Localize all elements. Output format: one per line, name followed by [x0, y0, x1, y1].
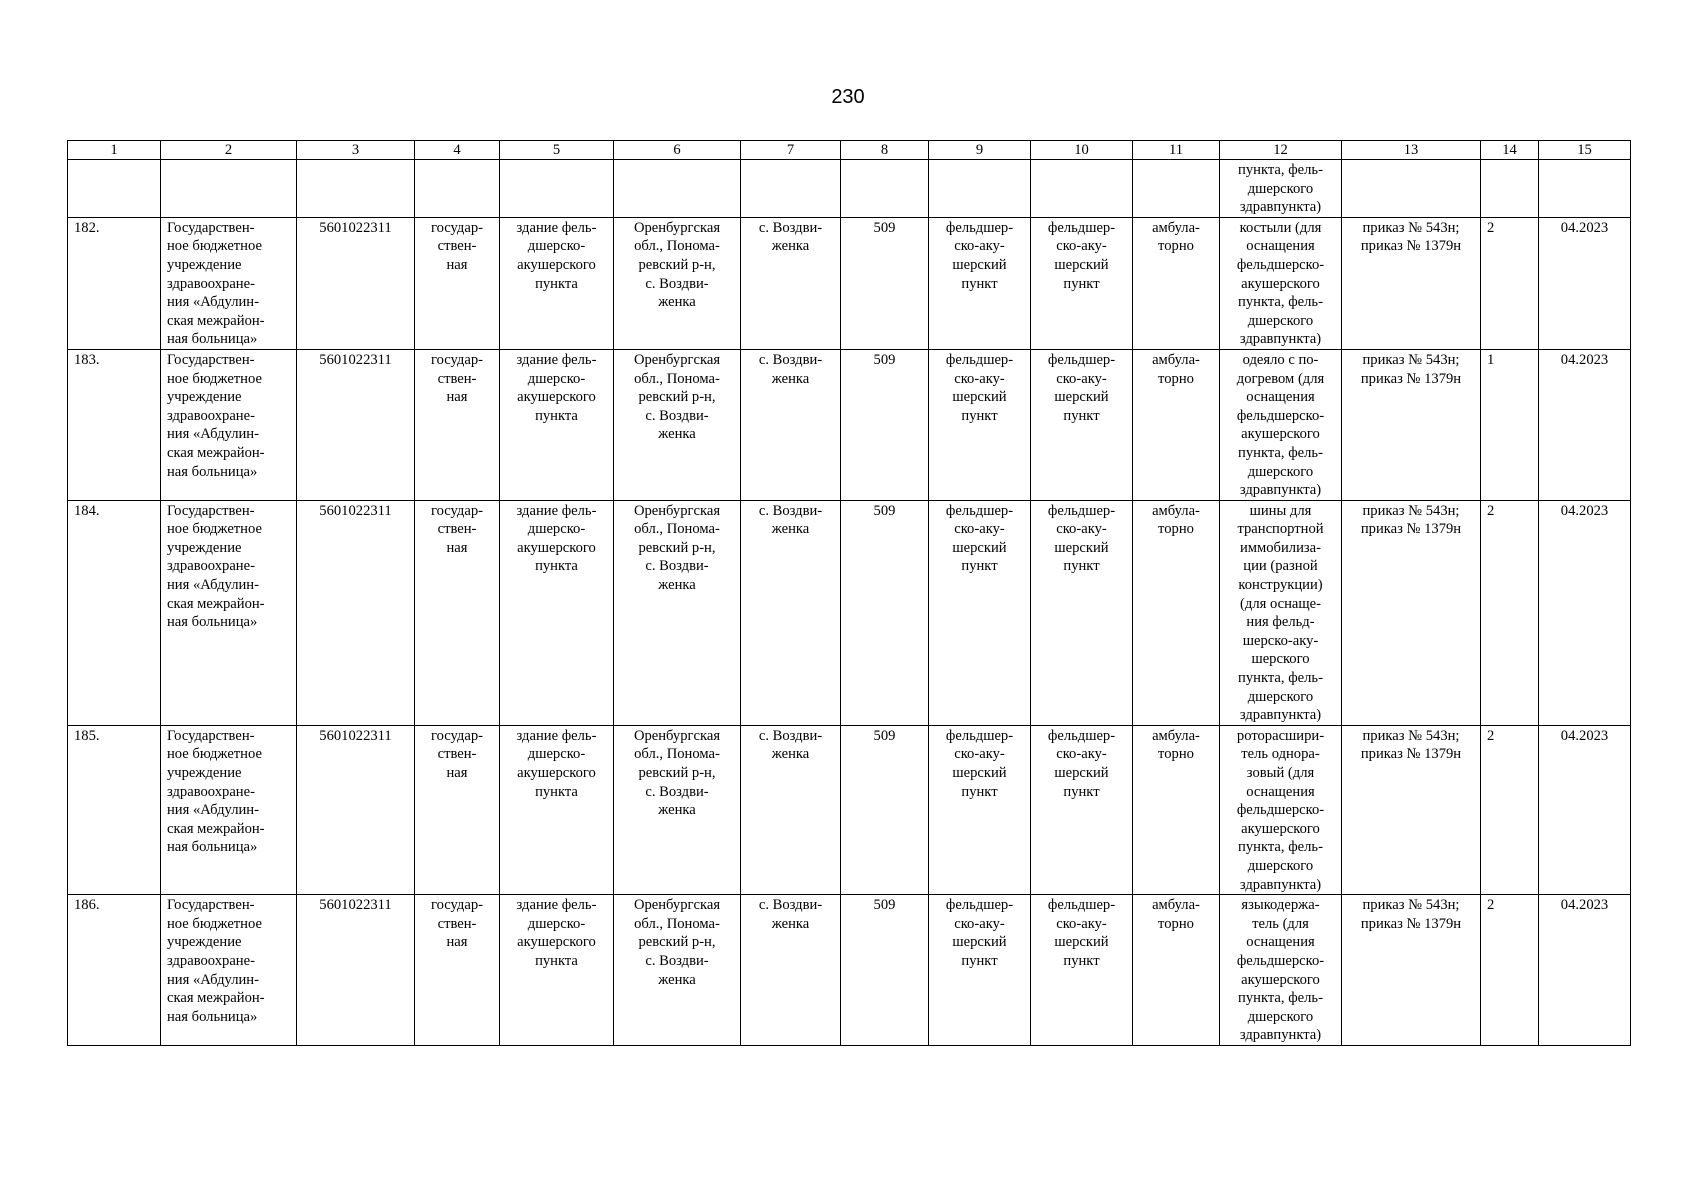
settlement-cell: с. Воздви- женка	[741, 895, 841, 1046]
inn-cell: 5601022311	[297, 217, 415, 349]
organization-cell: Государствен- ное бюджетное учреждение здравоохране- ния «Абдулин- ская межрайон- ная больница»	[161, 500, 297, 725]
population-cell: 509	[841, 500, 929, 725]
facility-type-cell: фельдшер- ско-аку- шерский пункт	[929, 895, 1031, 1046]
facility-type-cell: фельдшер- ско-аку- шерский пункт	[929, 725, 1031, 894]
column-number: 2	[161, 141, 297, 160]
column-number: 13	[1342, 141, 1481, 160]
date-cell: 04.2023	[1539, 725, 1631, 894]
address-cell: Оренбургская обл., Понома- ревский р-н, с. Воздви- женка	[614, 349, 741, 500]
column-number: 11	[1133, 141, 1220, 160]
quantity-cell: 2	[1481, 500, 1539, 725]
building-cell: здание фель- дшерско- акушерского пункта	[500, 725, 614, 894]
row-number-cell: 185.	[68, 725, 161, 894]
settlement-cell: с. Воздви- женка	[741, 349, 841, 500]
quantity-cell: 2	[1481, 725, 1539, 894]
inn-cell: 5601022311	[297, 349, 415, 500]
ownership-cell: государ- ствен- ная	[415, 500, 500, 725]
address-cell: Оренбургская обл., Понома- ревский р-н, с. Воздви- женка	[614, 217, 741, 349]
empty-cell	[841, 160, 929, 218]
empty-cell	[1481, 160, 1539, 218]
empty-cell	[161, 160, 297, 218]
date-cell: 04.2023	[1539, 895, 1631, 1046]
order-reference-cell: приказ № 543н; приказ № 1379н	[1342, 500, 1481, 725]
settlement-cell: с. Воздви- женка	[741, 500, 841, 725]
building-cell: здание фель- дшерско- акушерского пункта	[500, 895, 614, 1046]
inn-cell: 5601022311	[297, 725, 415, 894]
empty-cell	[614, 160, 741, 218]
column-number: 6	[614, 141, 741, 160]
care-form-cell: амбула- торно	[1133, 895, 1220, 1046]
ownership-cell: государ- ствен- ная	[415, 725, 500, 894]
column-number: 15	[1539, 141, 1631, 160]
table-row	[68, 500, 1631, 725]
facility-type-planned-cell: фельдшер- ско-аку- шерский пункт	[1031, 217, 1133, 349]
facility-type-cell: фельдшер- ско-аку- шерский пункт	[929, 349, 1031, 500]
care-form-cell: амбула- торно	[1133, 349, 1220, 500]
empty-cell	[929, 160, 1031, 218]
order-reference-cell: приказ № 543н; приказ № 1379н	[1342, 217, 1481, 349]
care-form-cell: амбула- торно	[1133, 217, 1220, 349]
address-cell: Оренбургская обл., Понома- ревский р-н, с. Воздви- женка	[614, 895, 741, 1046]
address-cell: Оренбургская обл., Понома- ревский р-н, с. Воздви- женка	[614, 725, 741, 894]
column-number: 1	[68, 141, 161, 160]
order-reference-cell: приказ № 543н; приказ № 1379н	[1342, 349, 1481, 500]
column-number: 10	[1031, 141, 1133, 160]
building-cell: здание фель- дшерско- акушерского пункта	[500, 500, 614, 725]
column-number: 8	[841, 141, 929, 160]
table-row	[68, 217, 1631, 349]
organization-cell: Государствен- ное бюджетное учреждение здравоохране- ния «Абдулин- ская межрайон- ная больница»	[161, 217, 297, 349]
empty-cell	[68, 160, 161, 218]
continuation-row	[68, 160, 1631, 218]
date-cell: 04.2023	[1539, 500, 1631, 725]
ownership-cell: государ- ствен- ная	[415, 895, 500, 1046]
facility-type-planned-cell: фельдшер- ско-аку- шерский пункт	[1031, 725, 1133, 894]
population-cell: 509	[841, 349, 929, 500]
facility-type-planned-cell: фельдшер- ско-аку- шерский пункт	[1031, 349, 1133, 500]
column-number: 9	[929, 141, 1031, 160]
empty-cell	[415, 160, 500, 218]
facility-type-cell: фельдшер- ско-аку- шерский пункт	[929, 500, 1031, 725]
address-cell: Оренбургская обл., Понома- ревский р-н, с. Воздви- женка	[614, 500, 741, 725]
care-form-cell: амбула- торно	[1133, 725, 1220, 894]
table-row	[68, 895, 1631, 1046]
quantity-cell: 2	[1481, 895, 1539, 1046]
column-number: 12	[1220, 141, 1342, 160]
facility-type-planned-cell: фельдшер- ско-аку- шерский пункт	[1031, 500, 1133, 725]
building-cell: здание фель- дшерско- акушерского пункта	[500, 217, 614, 349]
column-number-row	[68, 141, 1631, 160]
column-number: 5	[500, 141, 614, 160]
population-cell: 509	[841, 217, 929, 349]
quantity-cell: 2	[1481, 217, 1539, 349]
organization-cell: Государствен- ное бюджетное учреждение здравоохране- ния «Абдулин- ская межрайон- ная больница»	[161, 895, 297, 1046]
population-cell: 509	[841, 895, 929, 1046]
date-cell: 04.2023	[1539, 217, 1631, 349]
table-row	[68, 725, 1631, 894]
date-cell: 04.2023	[1539, 349, 1631, 500]
empty-cell	[500, 160, 614, 218]
empty-cell	[1031, 160, 1133, 218]
ownership-cell: государ- ствен- ная	[415, 217, 500, 349]
column-number: 4	[415, 141, 500, 160]
organization-cell: Государствен- ное бюджетное учреждение здравоохране- ния «Абдулин- ская межрайон- ная больница»	[161, 725, 297, 894]
inn-cell: 5601022311	[297, 500, 415, 725]
column-number: 14	[1481, 141, 1539, 160]
row-number-cell: 182.	[68, 217, 161, 349]
row-number-cell: 183.	[68, 349, 161, 500]
column-number: 3	[297, 141, 415, 160]
empty-cell	[1342, 160, 1481, 218]
table-row	[68, 349, 1631, 500]
equipment-continuation-cell: пункта, фель- дшерского здравпункта)	[1220, 160, 1342, 218]
building-cell: здание фель- дшерско- акушерского пункта	[500, 349, 614, 500]
empty-cell	[741, 160, 841, 218]
equipment-cell: роторасшири- тель однора- зовый (для оснащения фельдшерско- акушерского пункта, фель- дшерского здравпункта)	[1220, 725, 1342, 894]
row-number-cell: 184.	[68, 500, 161, 725]
column-number: 7	[741, 141, 841, 160]
empty-cell	[1133, 160, 1220, 218]
empty-cell	[297, 160, 415, 218]
facility-type-planned-cell: фельдшер- ско-аку- шерский пункт	[1031, 895, 1133, 1046]
equipment-cell: шины для транспортной иммобилиза- ции (разной конструкции) (для оснаще- ния фельд- шерско-аку- шерского пункта, фель- дшерского здравпункта)	[1220, 500, 1342, 725]
page-number: 230	[831, 86, 865, 108]
settlement-cell: с. Воздви- женка	[741, 725, 841, 894]
ownership-cell: государ- ствен- ная	[415, 349, 500, 500]
settlement-cell: с. Воздви- женка	[741, 217, 841, 349]
equipment-cell: одеяло с по- догревом (для оснащения фельдшерско- акушерского пункта, фель- дшерского здравпункта)	[1220, 349, 1342, 500]
row-number-cell: 186.	[68, 895, 161, 1046]
facility-type-cell: фельдшер- ско-аку- шерский пункт	[929, 217, 1031, 349]
organization-cell: Государствен- ное бюджетное учреждение здравоохране- ния «Абдулин- ская межрайон- ная больница»	[161, 349, 297, 500]
equipment-cell: костыли (для оснащения фельдшерско- акушерского пункта, фель- дшерского здравпункта)	[1220, 217, 1342, 349]
care-form-cell: амбула- торно	[1133, 500, 1220, 725]
population-cell: 509	[841, 725, 929, 894]
empty-cell	[1539, 160, 1631, 218]
order-reference-cell: приказ № 543н; приказ № 1379н	[1342, 895, 1481, 1046]
quantity-cell: 1	[1481, 349, 1539, 500]
equipment-cell: языкодержа- тель (для оснащения фельдшерско- акушерского пункта, фель- дшерского здравпункта)	[1220, 895, 1342, 1046]
order-reference-cell: приказ № 543н; приказ № 1379н	[1342, 725, 1481, 894]
registry-table	[67, 140, 1631, 1046]
inn-cell: 5601022311	[297, 895, 415, 1046]
